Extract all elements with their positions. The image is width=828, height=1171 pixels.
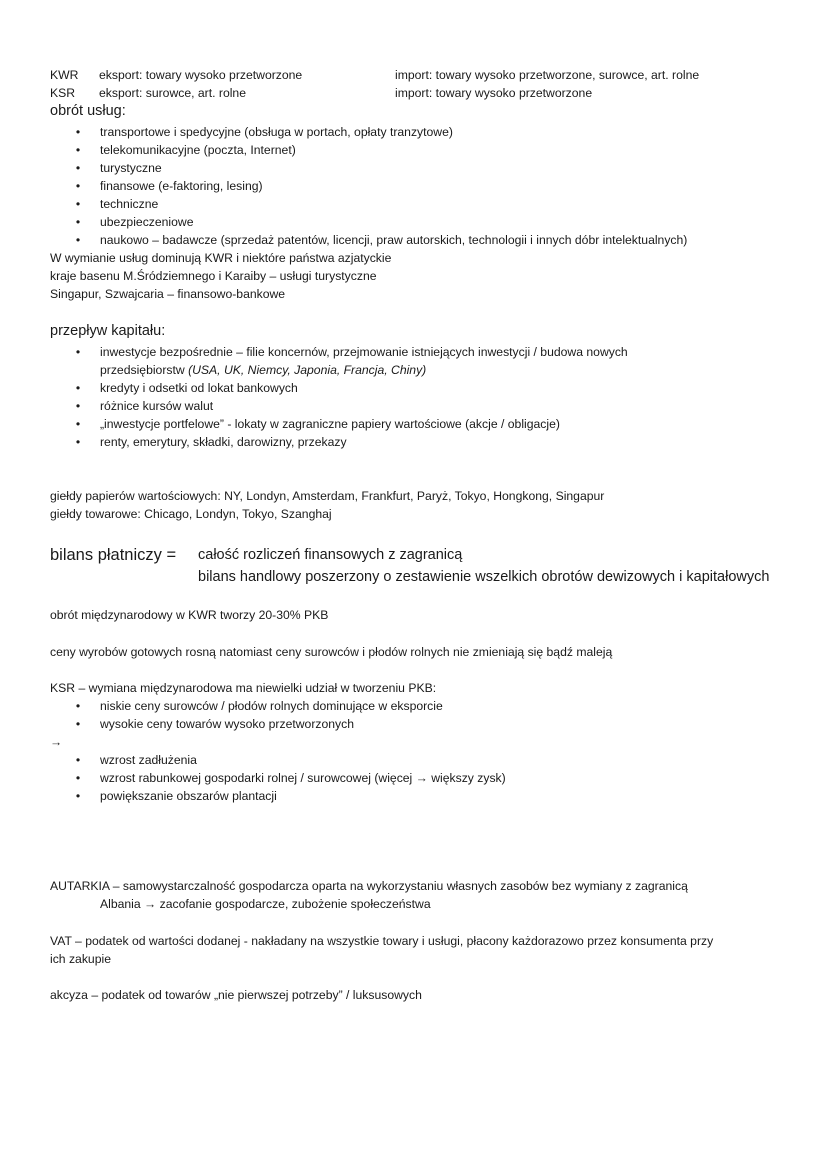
autarkia-definition: AUTARKIA – samowystarczalność gospodarcza oparta na wykorzystaniu własnych zasobów bez wymiany z zagranicą [50,879,688,893]
bullet [74,398,82,414]
arrow-icon: → [50,735,63,749]
list-item: finansowe (e-faktoring, lesing) [100,179,263,193]
bullet [74,142,82,158]
akcyza-definition: akcyza – podatek od towarów „nie pierwszej potrzeby” / luksusowych [50,988,422,1002]
list-item-continuation [100,362,426,378]
ksr-label: KSR [50,86,76,100]
bullet [74,788,82,804]
capital-heading: przepływ kapitału: [50,323,166,339]
gdp-share-fact: obrót międzynarodowy w KWR tworzy 20-30% PKB [50,608,329,622]
countries-list: (USA, UK, Niemcy, Japonia, Francja, Chiny) [188,363,427,377]
text-span: przedsiębiorstw [100,363,189,377]
bullet [74,770,82,786]
kwr-import: import: towary wysoko przetworzone, surowce, art. rolne [395,68,700,82]
bullet [74,716,82,732]
ksr-heading: KSR – wymiana międzynarodowa ma niewielki udział w tworzeniu PKB: [50,681,437,695]
bullet [74,416,82,432]
list-item: renty, emerytury, składki, darowizny, przekazy [100,435,347,449]
bullet [74,160,82,176]
bullet [74,752,82,768]
balance-definition-1: całość rozliczeń finansowych z zagranicą [198,547,463,563]
list-item: powiększanie obszarów plantacji [100,789,277,803]
list-item: telekomunikacyjne (poczta, Internet) [100,143,296,157]
kwr-export: eksport: towary wysoko przetworzone [99,68,303,82]
balance-definition-2: bilans handlowy poszerzony o zestawienie wszelkich obrotów dewizowych i kapitałowych [198,569,770,585]
list-item: „inwestycje portfelowe” - lokaty w zagraniczne papiery wartościowe (akcje / obligacje) [100,417,560,431]
bullet [74,232,82,248]
list-item: wzrost rabunkowej gospodarki rolnej / surowcowej (więcej → większy zysk) [100,771,506,785]
ksr-import: import: towary wysoko przetworzone [395,86,593,100]
bullet [74,434,82,450]
list-item: turystyczne [100,161,162,175]
services-note: kraje basenu M.Śródziemnego i Karaiby – usługi turystyczne [50,269,377,283]
list-item: ubezpieczeniowe [100,215,194,229]
bullet [74,214,82,230]
kwr-label: KWR [50,68,79,82]
vat-definition: VAT – podatek od wartości dodanej - nakładany na wszystkie towary i usługi, płacony każdorazowo przez konsumenta przy [50,934,714,948]
services-heading: obrót usług: [50,103,126,119]
list-item: transportowe i spedycyjne (obsługa w portach, opłaty tranzytowe) [100,125,453,139]
list-item: inwestycje bezpośrednie – filie koncernów, przejmowanie istniejących inwestycji / budowa nowych [100,345,628,359]
bullet [74,380,82,396]
list-item: kredyty i odsetki od lokat bankowych [100,381,298,395]
bullet [74,698,82,714]
securities-exchanges: giełdy papierów wartościowych: NY, Londyn, Amsterdam, Frankfurt, Paryż, Tokyo, Hongkong, Singapur [50,489,605,503]
bullet [74,178,82,194]
services-note: W wymianie usług dominują KWR i niektóre państwa azjatyckie [50,251,392,265]
balance-term: bilans płatniczy = [50,546,177,564]
autarkia-example: Albania → zacofanie gospodarcze, zubożenie społeczeństwa [100,897,431,911]
list-item: wysokie ceny towarów wysoko przetworzonych [100,717,355,731]
list-item: różnice kursów walut [100,399,214,413]
prices-fact: ceny wyrobów gotowych rosną natomiast ceny surowców i płodów rolnych nie zmieniają się bądź maleją [50,645,613,659]
bullet [74,344,82,360]
bullet [74,124,82,140]
bullet [74,196,82,212]
vat-definition-continuation: ich zakupie [50,952,111,966]
list-item: techniczne [100,197,159,211]
ksr-export: eksport: surowce, art. rolne [99,86,246,100]
list-item: niskie ceny surowców / płodów rolnych dominujące w eksporcie [100,699,443,713]
services-note: Singapur, Szwajcaria – finansowo-bankowe [50,287,286,301]
commodity-exchanges: giełdy towarowe: Chicago, Londyn, Tokyo, Szanghaj [50,507,332,521]
list-item: wzrost zadłużenia [100,753,197,767]
list-item: naukowo – badawcze (sprzedaż patentów, licencji, praw autorskich, technologii i innych dóbr intelektualnych) [100,233,688,247]
